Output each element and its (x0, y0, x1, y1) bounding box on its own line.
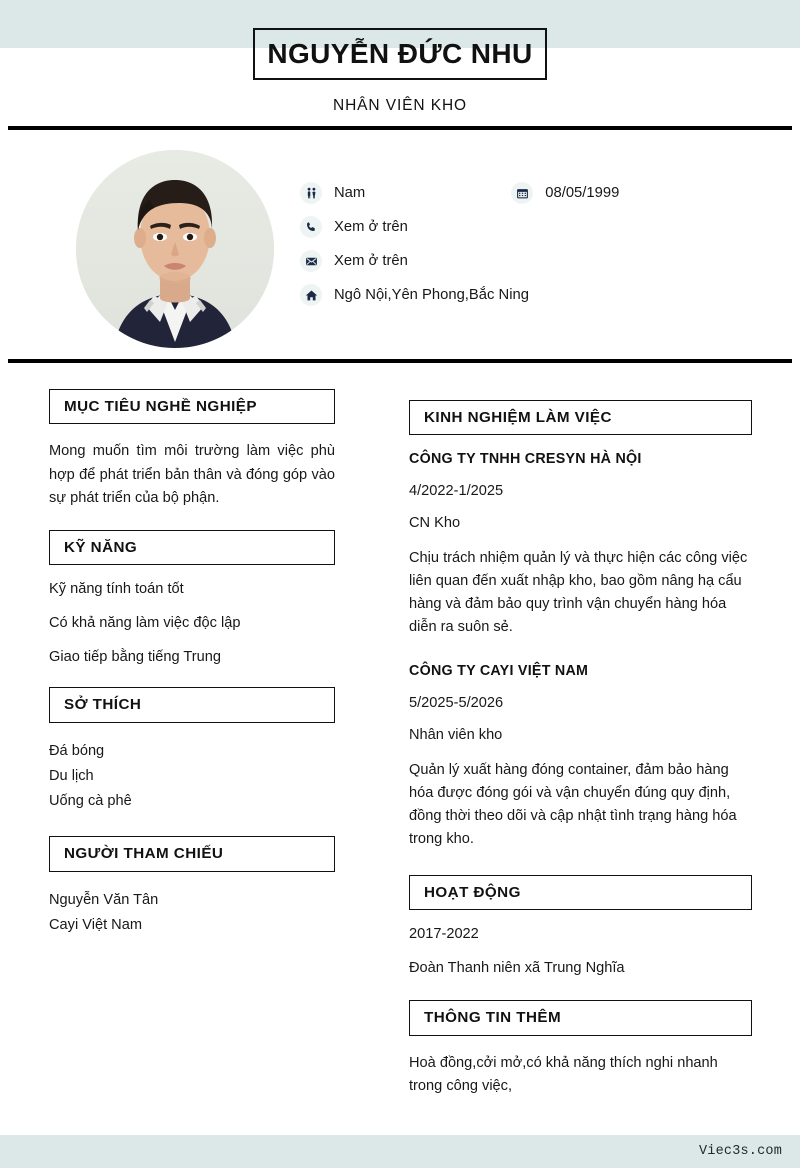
skills-list (49, 581, 335, 665)
list-item: Uống cà phê (49, 793, 132, 810)
list-item: Đá bóng (49, 742, 105, 759)
hobbies-heading: SỞ THÍCH (64, 696, 142, 714)
contact-row-gender-birthdate (300, 176, 780, 210)
contact-gender (300, 182, 365, 204)
list-item: Giao tiếp bằng tiếng Trung (49, 648, 222, 665)
contact-divider (8, 359, 792, 363)
hobbies-list (49, 739, 335, 814)
portrait-photo-illustration (76, 150, 274, 348)
contact-row-address (300, 278, 780, 312)
cv-header (0, 0, 800, 128)
job-description: Chịu trách nhiệm quản lý và thực hiện các công việc liên quan đến xuất nhập kho, bao gồm nâng hạ cẩu hàng và đảm bảo quy trình vận chuyển hàng hóa diễn ra suôn sẻ. (409, 550, 748, 636)
home-icon (300, 284, 322, 306)
contact-address (300, 284, 529, 306)
left-column (49, 389, 335, 960)
candidate-name-box (253, 28, 547, 80)
phone-icon (300, 216, 322, 238)
gender-value: Nam (334, 185, 366, 201)
contact-row-email (300, 244, 780, 278)
references-heading: NGƯỜI THAM CHIẾU (64, 845, 224, 863)
employment-dates: 4/2022-1/2025 (409, 483, 504, 500)
section-additional-header (409, 1000, 752, 1035)
employment-dates: 5/2025-5/2026 (409, 695, 504, 712)
list-item: Du lịch (49, 767, 94, 784)
candidate-job-title: NHÂN VIÊN KHO (333, 97, 467, 114)
additional-heading: THÔNG TIN THÊM (424, 1009, 562, 1027)
list-item: Cayi Việt Nam (49, 916, 142, 933)
email-value: Xem ở trên (334, 253, 408, 269)
activity-dates: 2017-2022 (409, 926, 479, 943)
activities-heading: HOẠT ĐỘNG (424, 883, 521, 901)
birthdate-value: 08/05/1999 (545, 185, 620, 201)
job-description: Quản lý xuất hàng đóng container, đảm bảo hàng hóa được đóng gói và vận chuyển đúng quy định, đồng thời theo dõi và cập nhật tình trạng hàng hóa trong kho. (409, 762, 737, 847)
objective-heading: MỤC TIÊU NGHỀ NGHIỆP (64, 398, 257, 415)
section-hobbies-header (49, 687, 335, 722)
objective-text: Mong muốn tìm môi trường làm việc phù hợp để phát triển bản thân và đóng góp vào sự phát triển của bộ phận. (49, 443, 335, 506)
calendar-icon (511, 182, 533, 204)
list-item: Nguyễn Văn Tân (49, 891, 159, 908)
watermark: Viec3s.com (698, 1144, 782, 1159)
section-objective-header (49, 389, 335, 424)
experience-entry (409, 451, 752, 639)
contact-phone (300, 216, 408, 238)
candidate-name: NGUYỄN ĐỨC NHU (267, 38, 533, 69)
section-references-header (49, 836, 335, 871)
references-list (49, 888, 335, 938)
experience-entry (409, 663, 752, 851)
envelope-icon (300, 250, 322, 272)
address-value: Ngô Nội,Yên Phong,Bắc Ning (334, 287, 529, 303)
contact-row-phone (300, 210, 780, 244)
right-column (409, 400, 752, 1097)
header-divider (8, 126, 792, 130)
phone-value: Xem ở trên (334, 219, 408, 235)
job-role: CN Kho (409, 515, 461, 532)
job-role: Nhân viên kho (409, 727, 503, 744)
company-name: CÔNG TY CAYI VIỆT NAM (409, 663, 589, 680)
gender-icon (300, 182, 322, 204)
additional-text: Hoà đồng,cởi mở,có khả năng thích nghi nhanh trong công việc, (409, 1054, 718, 1094)
section-activities-header (409, 875, 752, 910)
list-item: Kỹ năng tính toán tốt (49, 581, 184, 598)
section-skills-header (49, 530, 335, 565)
list-item: Có khả năng làm việc độc lập (49, 614, 241, 631)
activity-name: Đoàn Thanh niên xã Trung Nghĩa (409, 960, 625, 977)
section-experience-header (409, 400, 752, 435)
experience-heading: KINH NGHIỆM LÀM VIỆC (424, 409, 612, 426)
contact-email (300, 250, 408, 272)
contact-block (300, 176, 780, 312)
footer-band (0, 1135, 800, 1168)
company-name: CÔNG TY TNHH CRESYN HÀ NỘI (409, 451, 642, 468)
contact-birthdate (511, 182, 619, 204)
skills-heading: KỸ NĂNG (64, 538, 138, 556)
avatar (76, 150, 274, 348)
